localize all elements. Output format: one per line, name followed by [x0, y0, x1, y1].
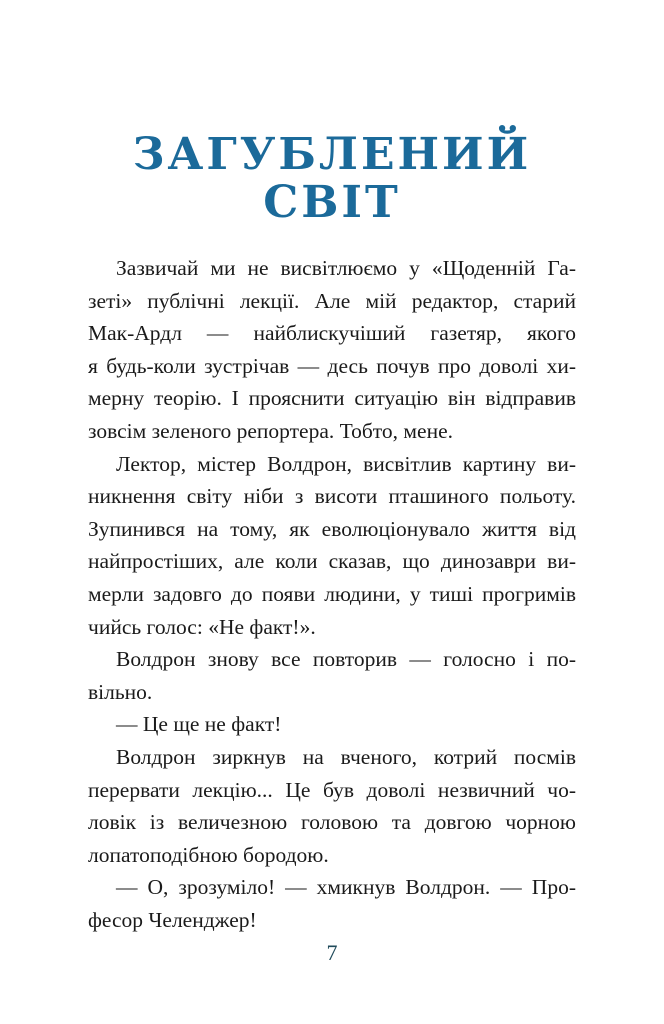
text-line: зеті» публічні лекції. Але мій редактор, старий — [88, 288, 576, 313]
text-line: Лектор, містер Волдрон, висвітлив картину ви- — [116, 451, 576, 476]
text-line: чийсь голос: «Не факт!». — [88, 614, 316, 639]
text-line: Зупинився на тому, як еволюціонувало життя від — [88, 516, 576, 541]
text-line: никнення світу ніби з висоти пташиного польоту. — [88, 484, 576, 509]
text-line: Волдрон знову все повторив — голосно і по- — [116, 647, 576, 672]
text-line: вільно. — [88, 679, 153, 704]
text-line: Волдрон зиркнув на вченого, котрий посмів — [116, 744, 576, 769]
page-number: 7 — [326, 940, 338, 965]
text-line: Мак-Ардл — найблискучіший газетяр, якого — [88, 321, 576, 346]
text-line: мерну теорію. І прояснити ситуацію він відправив — [88, 386, 576, 411]
text-line: зовсім зеленого репортера. Тобто, мене. — [88, 418, 453, 443]
text-line: фесор Челенджер! — [88, 907, 257, 932]
chapter-title-line-2: СВІТ — [263, 177, 401, 228]
text-line: я будь-коли зустрічав — десь почув про доволі хи- — [88, 353, 576, 378]
text-line: — Це ще не факт! — [116, 712, 282, 737]
text-line: лопатоподібною бородою. — [88, 842, 329, 867]
text-line: перервати лекцію... Це був доволі незвичний чо- — [88, 777, 576, 802]
text-line: ловік із величезною головою та довгою чорною — [88, 810, 576, 835]
text-line: мерли задовго до появи людини, у тиші прогримів — [88, 581, 576, 606]
text-line: найпростіших, але коли сказав, що динозаври ви- — [88, 549, 576, 574]
chapter-title-line-1: ЗАГУБЛЕНИЙ — [132, 129, 532, 180]
chapter-body-text — [88, 252, 576, 936]
text-line: — О, зрозуміло! — хмикнув Волдрон. — Про- — [116, 875, 576, 900]
text-line: Зазвичай ми не висвітлюємо у «Щоденній Га- — [116, 256, 576, 280]
